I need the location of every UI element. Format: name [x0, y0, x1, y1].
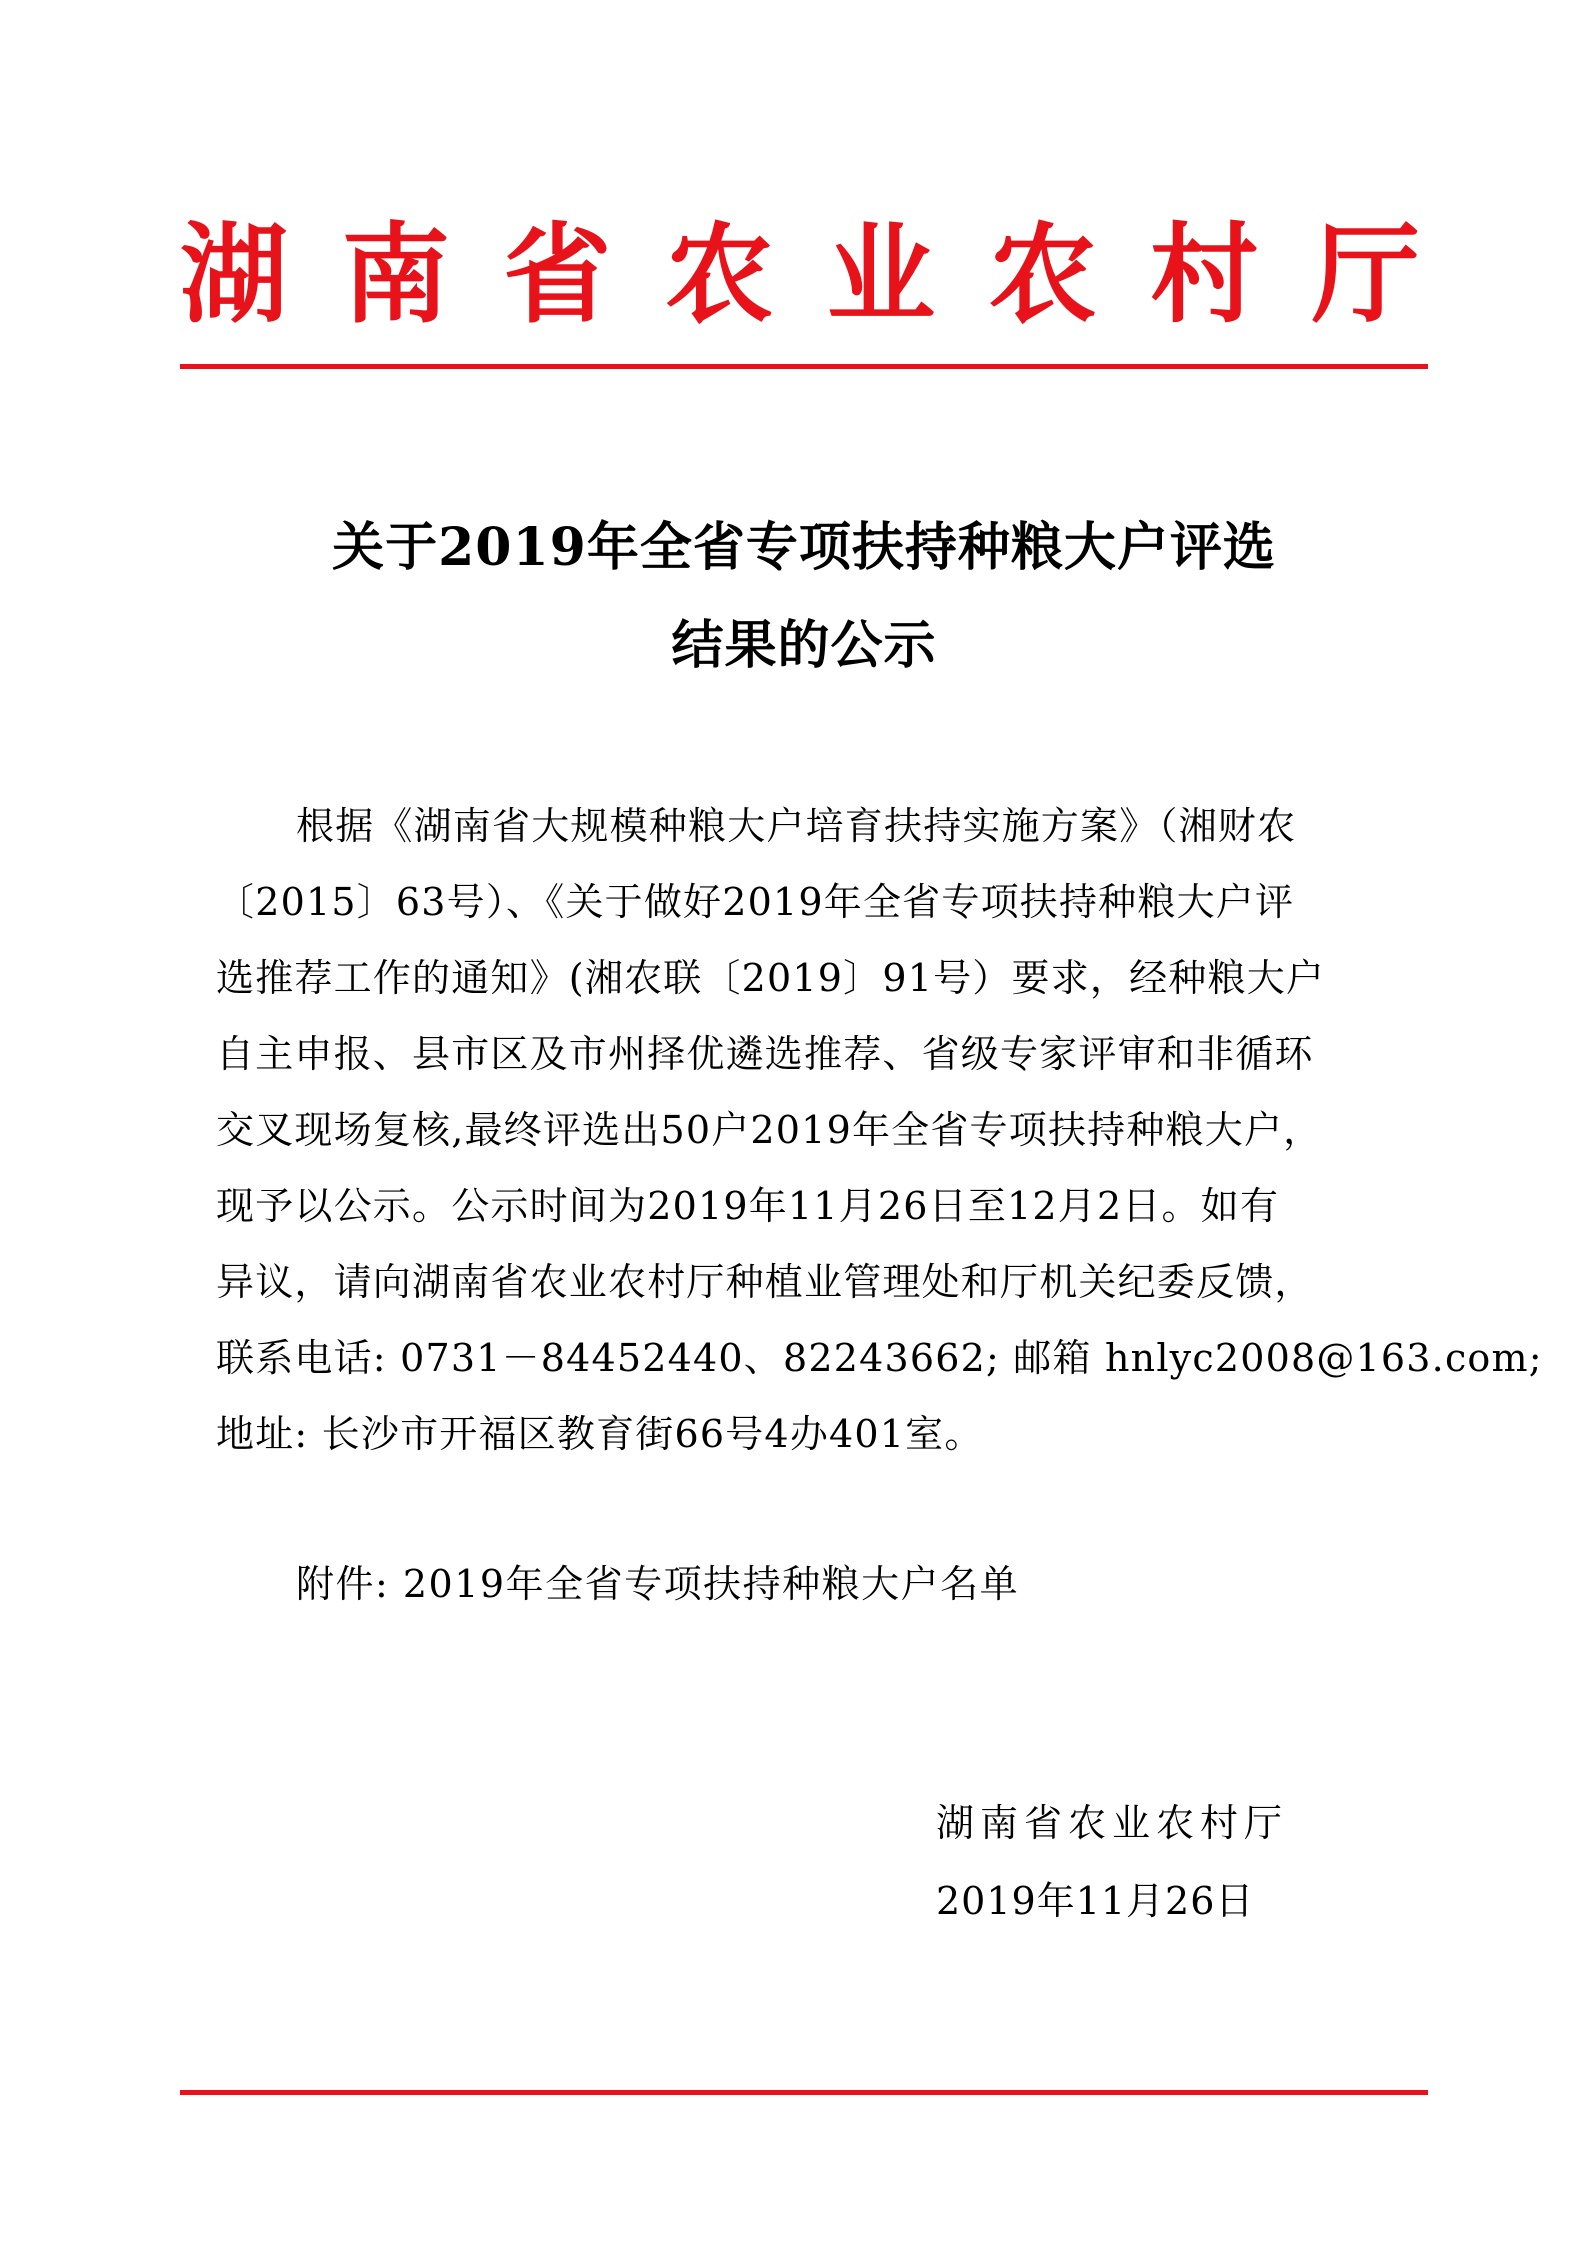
masthead-char: 农 — [988, 212, 1097, 338]
issuer-name: 湖南省农业农村厅 — [936, 1801, 1289, 1845]
body-line: 选推荐工作的通知》(湘农联〔2019〕91号）要求，经种粮大户 — [216, 956, 1326, 1000]
footer-divider — [180, 2090, 1428, 2095]
masthead-char: 南 — [341, 212, 450, 338]
body-line: 〔2015〕63号）、《关于做好2019年全省专项扶持种粮大户评 — [216, 880, 1295, 924]
notice-body — [216, 788, 1543, 1472]
masthead — [180, 205, 1420, 345]
body-line: 交叉现场复核,最终评选出50户2019年全省专项扶持种粮大户， — [216, 1108, 1323, 1152]
attachment-note: 附件: 2019年全省专项扶持种粮大户名单 — [296, 1562, 1020, 1606]
masthead-char: 厅 — [1311, 212, 1420, 338]
body-line: 根据《湖南省大规模种粮大户培育扶持实施方案》（湘财农 — [296, 804, 1297, 848]
masthead-char: 农 — [665, 212, 774, 338]
body-line: 异议，请向湖南省农业农村厅种植业管理处和厅机关纪委反馈， — [216, 1260, 1314, 1304]
issue-date: 2019年11月26日 — [936, 1879, 1255, 1923]
masthead-char: 湖 — [180, 212, 289, 338]
masthead-char: 村 — [1150, 212, 1259, 338]
body-line: 联系电话: 0731－84452440、82243662; 邮箱 hnlyc2008@163.com; — [216, 1336, 1543, 1380]
body-line: 地址: 长沙市开福区教育街66号4办401室。 — [216, 1412, 984, 1456]
masthead-char: 业 — [826, 212, 935, 338]
body-line: 现予以公示。公示时间为2019年11月26日至12月2日。如有 — [216, 1184, 1280, 1228]
header-divider — [180, 364, 1428, 369]
body-line: 自主申报、县市区及市州择优遴选推荐、省级专家评审和非循环 — [216, 1032, 1314, 1076]
document-title-line-1: 关于2019年全省专项扶持种粮大户评选 — [332, 517, 1276, 578]
masthead-char: 省 — [503, 212, 612, 338]
document-title-line-2: 结果的公示 — [671, 615, 937, 676]
